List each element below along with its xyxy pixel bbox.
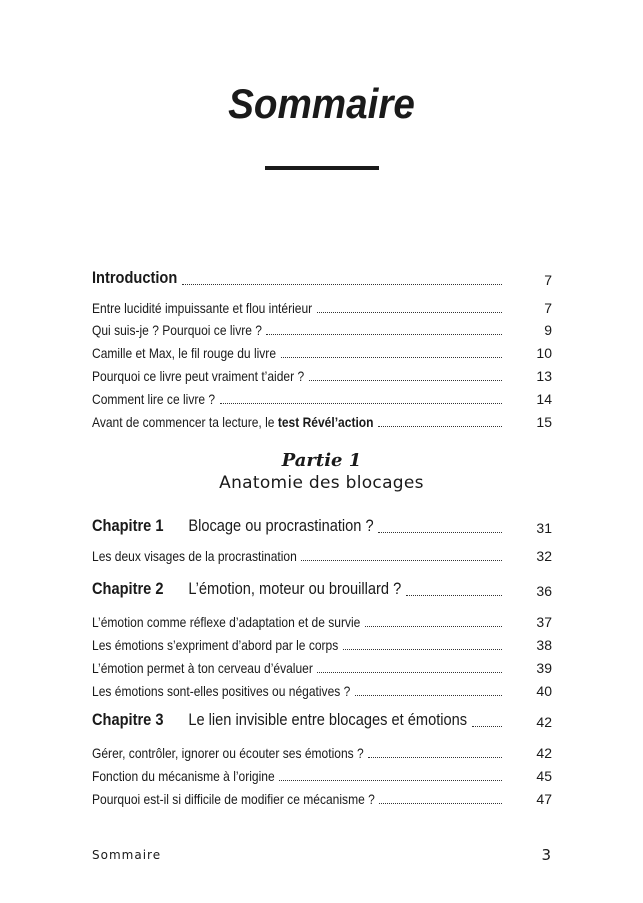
toc-item[interactable] <box>92 318 552 338</box>
toc-item[interactable] <box>92 610 552 630</box>
toc-heading-introduction[interactable] <box>92 268 552 288</box>
toc-page: 7 <box>544 300 552 316</box>
toc-page: 15 <box>536 414 552 430</box>
toc-page: 45 <box>536 768 552 784</box>
dot-leader <box>378 532 502 533</box>
toc-label: Les deux visages de la procrastination <box>92 548 297 564</box>
toc-label: L’émotion permet à ton cerveau d’évaluer <box>92 660 313 676</box>
page-title: Sommaire <box>228 80 415 127</box>
dot-leader <box>182 284 502 285</box>
toc-page: 37 <box>536 614 552 630</box>
dot-leader <box>368 757 502 758</box>
toc-label: Les émotions sont-elles positives ou négatives ? <box>92 683 351 699</box>
toc-page: 36 <box>536 583 552 599</box>
dot-leader <box>220 403 502 404</box>
chapter-number: Chapitre 1 <box>92 516 164 535</box>
title-rule <box>265 166 379 170</box>
toc-label: Entre lucidité impuissante et flou intérieur <box>92 300 313 316</box>
dot-leader <box>317 672 502 673</box>
footer-page-number: 3 <box>541 846 551 864</box>
chapter-title: Blocage ou procrastination ? <box>188 516 374 535</box>
toc-page: 39 <box>536 660 552 676</box>
toc-item[interactable] <box>92 787 552 807</box>
chapter-number: Chapitre 2 <box>92 579 164 598</box>
toc-item[interactable] <box>92 741 552 761</box>
toc-label: Pourquoi ce livre peut vraiment t’aider ? <box>92 368 305 384</box>
toc-label: Camille et Max, le fil rouge du livre <box>92 345 277 361</box>
toc-label: Les émotions s’expriment d’abord par le corps <box>92 637 339 653</box>
toc-item[interactable] <box>92 387 552 407</box>
toc-item[interactable] <box>92 410 552 430</box>
dot-leader <box>355 695 502 696</box>
toc-label <box>92 516 374 536</box>
toc-item[interactable] <box>92 633 552 653</box>
toc-page: 9 <box>544 322 552 338</box>
chapter-title: Le lien invisible entre blocages et émotions <box>188 710 468 729</box>
chapter-number: Chapitre 3 <box>92 710 164 729</box>
toc-label: Gérer, contrôler, ignorer ou écouter ses émotions ? <box>92 745 364 761</box>
dot-leader <box>406 595 502 596</box>
toc-page: 14 <box>536 391 552 407</box>
toc-item[interactable] <box>92 296 552 316</box>
toc-page: 42 <box>536 714 552 730</box>
part-label: Partie 1 <box>281 450 362 471</box>
toc-page: 31 <box>536 520 552 536</box>
dot-leader <box>281 357 502 358</box>
toc-page: 38 <box>536 637 552 653</box>
toc-page: 13 <box>536 368 552 384</box>
toc-label <box>92 710 467 730</box>
footer-running-title: Sommaire <box>92 848 162 862</box>
toc-label-prefix: Avant de commencer ta lecture, le <box>92 414 278 430</box>
toc-page: 42 <box>536 745 552 761</box>
toc-label: Pourquoi est-il si difficile de modifier ce mécanisme ? <box>92 791 375 807</box>
toc-label: Comment lire ce livre ? <box>92 391 216 407</box>
toc-chapter-2[interactable] <box>92 579 552 599</box>
toc-label <box>92 579 401 599</box>
dot-leader <box>309 380 502 381</box>
dot-leader <box>378 426 502 427</box>
toc-label: Introduction <box>92 268 178 287</box>
toc-label: Fonction du mécanisme à l’origine <box>92 768 275 784</box>
toc-page: 40 <box>536 683 552 699</box>
toc-page: 7 <box>544 272 552 288</box>
toc-item[interactable] <box>92 341 552 361</box>
toc-item[interactable] <box>92 764 552 784</box>
toc-item[interactable] <box>92 679 552 699</box>
dot-leader <box>365 626 502 627</box>
dot-leader <box>472 726 502 727</box>
toc-page: 10 <box>536 345 552 361</box>
dot-leader <box>317 312 502 313</box>
toc-chapter-3[interactable] <box>92 710 552 730</box>
chapter-title: L’émotion, moteur ou brouillard ? <box>188 579 402 598</box>
toc-item[interactable] <box>92 544 552 564</box>
dot-leader <box>266 334 502 335</box>
toc-label: Qui suis-je ? Pourquoi ce livre ? <box>92 322 262 338</box>
toc-label <box>92 414 374 430</box>
toc-chapter-1[interactable] <box>92 516 552 536</box>
dot-leader <box>343 649 502 650</box>
toc-item[interactable] <box>92 364 552 384</box>
toc-page: 32 <box>536 548 552 564</box>
toc-page: 47 <box>536 791 552 807</box>
toc-label-bold: test Révél’action <box>277 414 374 430</box>
dot-leader <box>379 803 502 804</box>
toc-label: L’émotion comme réflexe d’adaptation et de survie <box>92 614 361 630</box>
toc-item[interactable] <box>92 656 552 676</box>
dot-leader <box>301 560 502 561</box>
dot-leader <box>279 780 502 781</box>
part-subtitle: Anatomie des blocages <box>219 473 424 493</box>
